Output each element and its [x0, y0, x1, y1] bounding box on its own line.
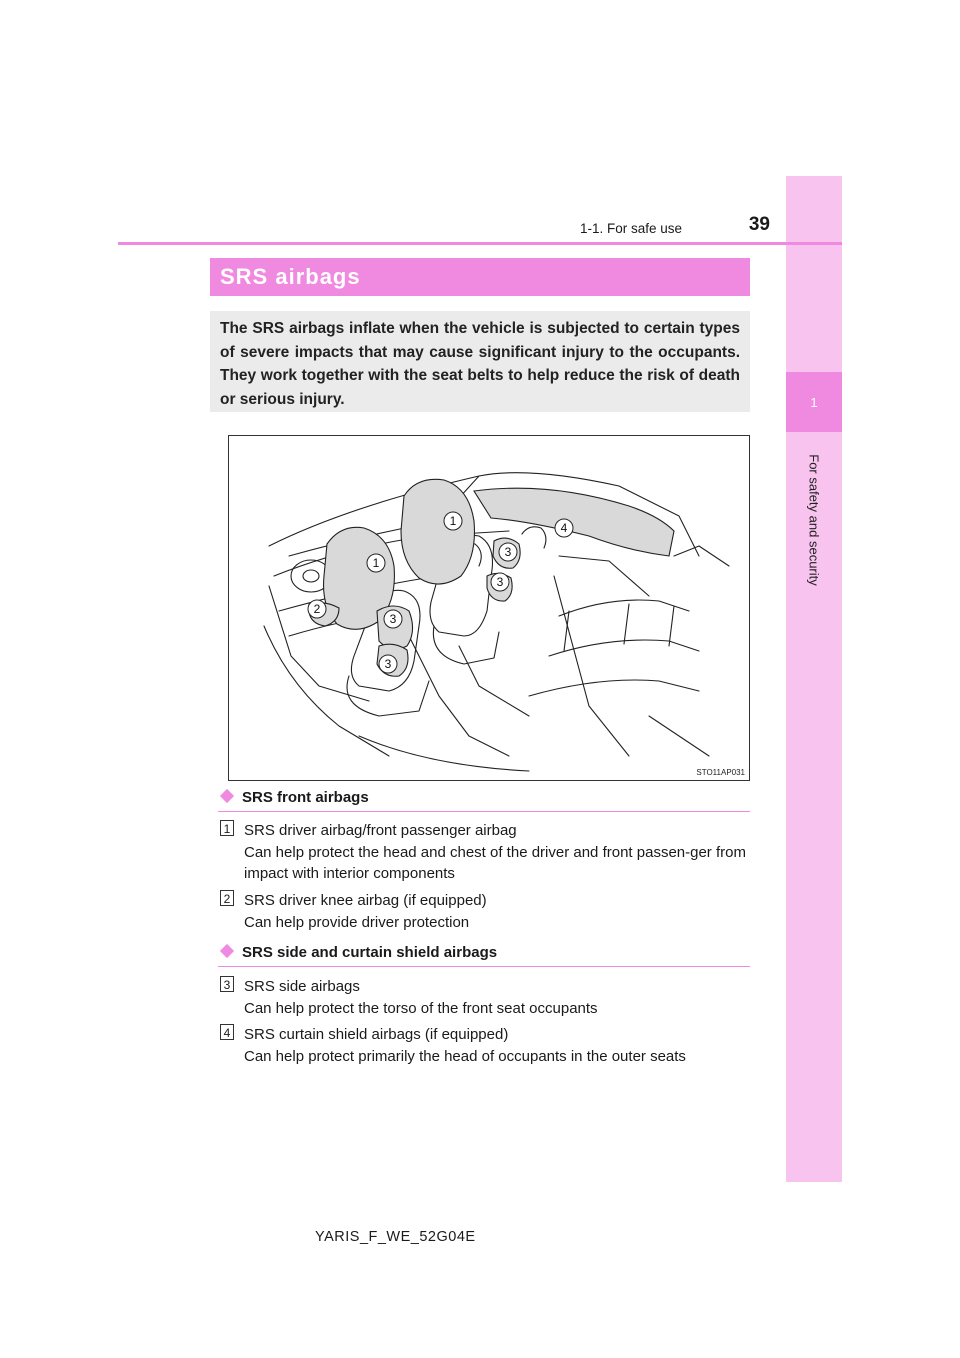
list-item: [244, 890, 754, 933]
item-number-badge: 4: [220, 1024, 234, 1040]
item-description: Can help protect primarily the head of occupants in the outer seats: [244, 1047, 686, 1065]
item-description: Can help provide driver protection: [244, 913, 470, 931]
document-footer-code: YARIS_F_WE_52G04E: [315, 1229, 476, 1245]
callout-2-knee: [308, 600, 326, 618]
page-number: 39: [748, 214, 770, 235]
intro-box: The SRS airbags inflate when the vehicle is subjected to certain types of severe impacts that may cause significant injury to the occupants. They work together with the seat belts to help reduce the risk of death or serious injury.: [210, 311, 750, 412]
item-description: Can help protect the torso of the front seat occupants: [244, 999, 598, 1017]
callout-3-driver-side-lower: [379, 655, 397, 673]
svg-text:1: 1: [449, 514, 457, 528]
callout-3-driver-side-upper: [384, 610, 402, 628]
subheading-rule: [218, 966, 750, 967]
figure-code: STO11AP031: [696, 768, 745, 777]
diamond-bullet-icon: [220, 789, 234, 803]
running-header-title: 1-1. For safe use: [579, 221, 682, 236]
callout-1-driver: [367, 554, 385, 572]
item-number-badge: 2: [220, 890, 234, 906]
list-item: [244, 1024, 754, 1067]
diamond-bullet-icon: [220, 944, 234, 958]
chapter-side-tab: [786, 176, 842, 1182]
subheading-side-curtain-airbags: [218, 944, 750, 966]
item-title: SRS driver knee airbag (if equipped): [244, 892, 487, 909]
callout-1-passenger: [444, 512, 462, 530]
item-number-badge: 1: [220, 820, 234, 836]
list-item: [244, 976, 754, 1019]
subheading-front-airbags: [218, 789, 750, 811]
callout-4-curtain: [555, 519, 573, 537]
section-title: SRS airbags: [210, 258, 750, 296]
chapter-number-badge: [786, 372, 842, 432]
svg-text:3: 3: [389, 612, 397, 626]
chapter-title: For safety and security: [806, 454, 822, 586]
svg-text:3: 3: [384, 657, 392, 671]
svg-text:3: 3: [504, 545, 512, 559]
car-interior-drawing: [229, 436, 749, 780]
item-title: SRS curtain shield airbags (if equipped): [244, 1026, 509, 1043]
airbag-illustration: [228, 435, 750, 781]
item-description: Can help protect the head and chest of the driver and front passen-ger from impact with interior components: [244, 843, 746, 882]
item-number-badge: 3: [220, 976, 234, 992]
callout-3-passenger-side-lower: [491, 573, 509, 591]
callout-3-passenger-side-upper: [499, 543, 517, 561]
svg-text:4: 4: [560, 521, 568, 535]
svg-text:3: 3: [496, 575, 504, 589]
svg-text:1: 1: [372, 556, 380, 570]
chapter-number: 1: [810, 394, 818, 410]
list-item: [244, 820, 754, 885]
subheading-rule: [218, 811, 750, 812]
svg-text:2: 2: [313, 602, 321, 616]
subheading-label: SRS side and curtain shield airbags: [242, 944, 498, 961]
header-rule: [118, 242, 842, 245]
item-title: SRS driver airbag/front passenger airbag: [244, 822, 517, 839]
subheading-label: SRS front airbags: [242, 789, 369, 806]
item-title: SRS side airbags: [244, 978, 360, 995]
